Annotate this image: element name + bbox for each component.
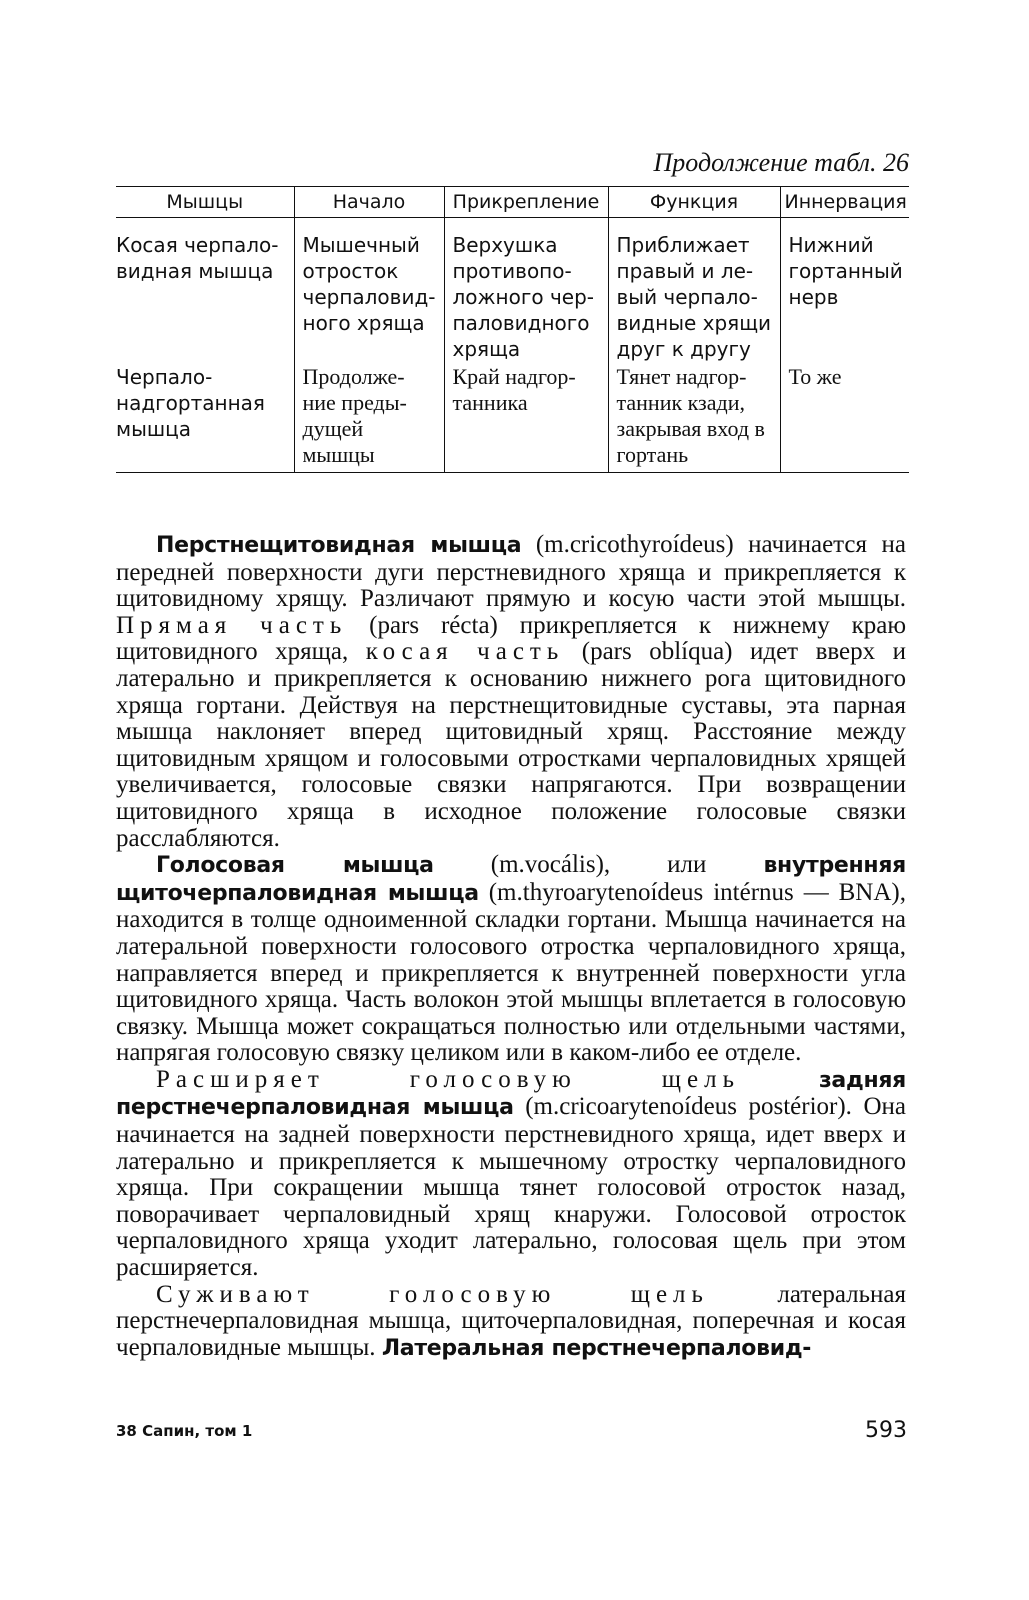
signature-mark: 38 Сапин, том 1 (116, 1422, 253, 1440)
text-run: латеральная перстнечерпаловидная мышца, щиточерпаловидная, поперечная и косая черпаловидные мышцы. (116, 1280, 906, 1361)
term-bold: Голосовая мышца (156, 853, 434, 879)
table-cell: То же (780, 362, 909, 473)
spaced-term: Расширяет голосовую щель (156, 1065, 740, 1093)
table-row (116, 362, 909, 473)
table-cell: Продолже-ние преды-дущей мышцы (294, 362, 444, 473)
page-number: 593 (865, 1418, 907, 1443)
paragraph-narrowing (116, 1282, 906, 1363)
text-run: (m.vocális), или (433, 851, 764, 879)
table-cell: Нижний гортанный нерв (780, 218, 909, 363)
header-origin: Начало (294, 187, 444, 218)
spaced-term: Суживают голосовую щель (156, 1280, 709, 1308)
text-run: (pars récta) прикрепляется к нижнему краю щитовидного хряща, (116, 611, 907, 666)
paragraph-cricothyroid (116, 532, 906, 852)
text-run: (pars oblíqua) идет вверх и латерально и прикрепляется к основанию нижнего рога щитовидного хряща гортани. Действуя на перстнещитовидные суставы, эта парная мышца наклоняет вперед щитовидный хрящ. Расстояние между щитовидным хрящом и голосовыми отростками черпаловидных хрящей увеличивается, голосовые связки напрягаются. При возвращении щитовидного хряща в исходное положение голосовые связки расслабляются. (116, 638, 906, 852)
text-run (740, 1066, 819, 1093)
table-cell: Черпало-надгортанная мышца (116, 365, 265, 441)
header-insertion: Прикрепление (444, 187, 608, 218)
paragraph-posterior (116, 1067, 906, 1282)
table-header-row (116, 187, 909, 218)
term-bold: Латеральная перстнечерпаловид- (381, 1335, 812, 1361)
spaced-term: косая часть (365, 638, 565, 666)
muscle-table (116, 186, 909, 473)
table-caption: Продолжение табл. 26 (653, 148, 909, 177)
table-cell: Тянет надгор-танник кзади, закрывая вход в гортань (608, 362, 780, 473)
table-row (116, 218, 909, 363)
header-innervation: Иннервация (780, 187, 909, 218)
header-function: Функция (608, 187, 780, 218)
text-run: (m.cricothyroídeus) начинается на передней поверхности дуги перстневидного хряща и прикрепляется к щитовидному хрящу. Различают прямую и косую части этой мышцы. (116, 531, 906, 613)
table-cell: Косая черпало-видная мышца (116, 233, 279, 283)
spaced-term: Прямая часть (116, 611, 348, 639)
table-cell: Приближает правый и ле-вый черпало-видные хрящи друг к другу (608, 218, 780, 363)
term-bold: внутренняя щиточерпаловидная мышца (116, 853, 906, 906)
text-run: (m.cricoarytenoídeus postérior). Она начинается на задней поверхности перстневидного хряща, идет вверх и латерально и прикрепляется к мышечному отростку черпаловидного хряща. При сокращении мышца тянет голосовой отросток назад, поворачивает черпаловидный хрящ кнаружи. Голосовой отросток черпаловидного хряща уходит латерально, голосовая щель при этом расширяется. (116, 1093, 906, 1282)
table-cell: Верхушка противопо-ложного чер-паловидного хряща (444, 218, 608, 363)
text-run: (m.thyroarytenoídeus intérnus — BNA), находится в толще одноименной складки гортани. Мышца начинается на латеральной поверхности голосового отростка черпаловидного хряща, направляется вперед и прикрепляется к внутренней поверхности угла щитовидного хряща. Часть волокон этой мышцы вплетается в голосовую связку. Мышца может сокращаться полностью или отдельными частями, напрягая голосовую связку целиком или в каком-либо ее отделе. (116, 878, 906, 1067)
term-bold: Перстнещитовидная мышца (156, 533, 522, 558)
body-text (116, 532, 906, 1362)
header-muscles: Мышцы (166, 191, 244, 213)
table-cell: Край надгор-танника (444, 362, 608, 473)
term-bold: задняя перстнечерпаловидная мышца (116, 1067, 907, 1121)
paragraph-vocalis (116, 852, 906, 1067)
table-cell: Мышечный отросток черпаловид-ного хряща (294, 218, 444, 363)
